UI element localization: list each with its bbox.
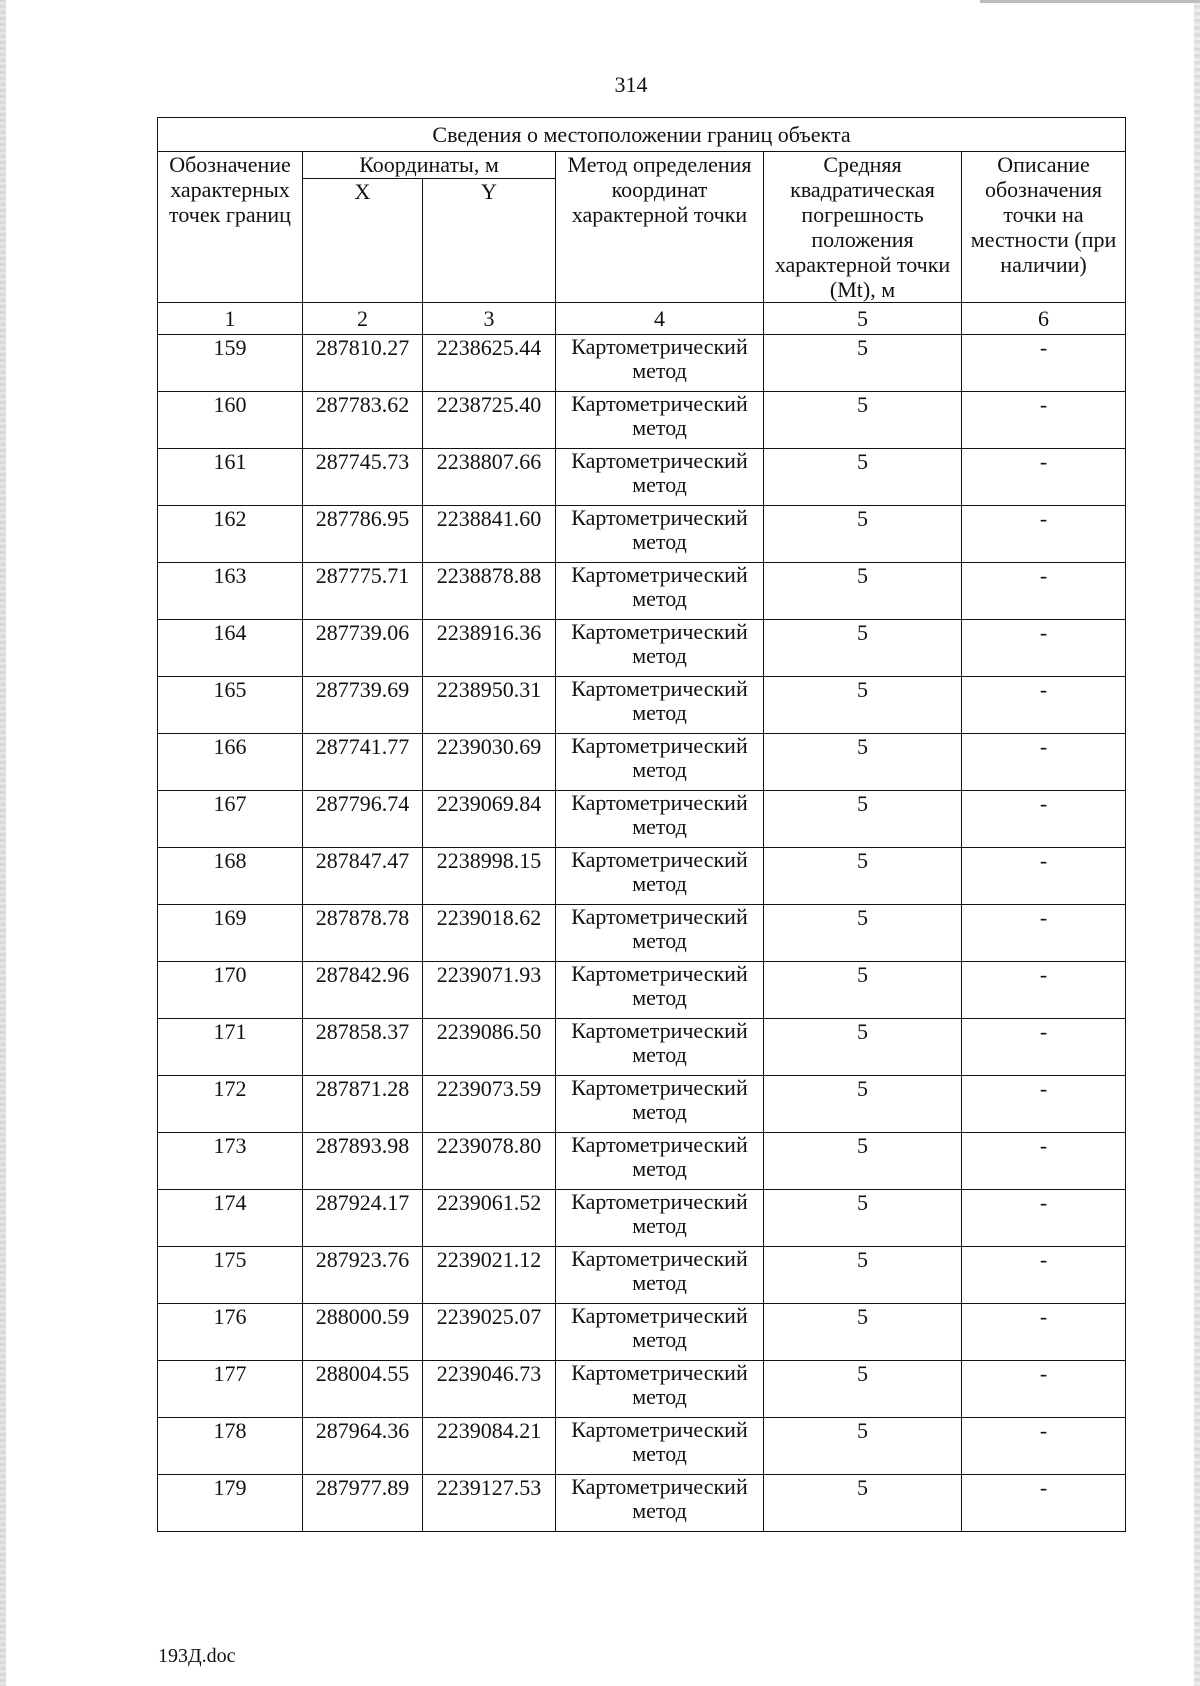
description-cell: - [962,620,1126,677]
y-coordinate-cell: 2238916.36 [423,620,556,677]
x-coordinate-cell: 288004.55 [303,1361,423,1418]
y-coordinate-cell: 2239061.52 [423,1190,556,1247]
y-coordinate-cell: 2238807.66 [423,449,556,506]
point-cell: 175 [158,1247,303,1304]
table-row [158,335,1126,392]
y-coordinate-cell: 2239021.12 [423,1247,556,1304]
table-row [158,506,1126,563]
method-cell: Картометрический метод [556,1304,764,1361]
description-cell: - [962,335,1126,392]
header-error: Средняя квадратическая погрешность положения характерной точки (Mt), м [764,152,962,303]
column-number: 6 [962,303,1126,335]
x-coordinate-cell: 287977.89 [303,1475,423,1532]
description-cell: - [962,563,1126,620]
x-coordinate-cell: 287878.78 [303,905,423,962]
error-cell: 5 [764,1190,962,1247]
y-coordinate-cell: 2239073.59 [423,1076,556,1133]
error-cell: 5 [764,1133,962,1190]
description-cell: - [962,1190,1126,1247]
error-cell: 5 [764,677,962,734]
point-cell: 179 [158,1475,303,1532]
x-coordinate-cell: 287893.98 [303,1133,423,1190]
y-coordinate-cell: 2238725.40 [423,392,556,449]
description-cell: - [962,449,1126,506]
table-row [158,905,1126,962]
method-cell: Картометрический метод [556,677,764,734]
x-coordinate-cell: 287783.62 [303,392,423,449]
table-row [158,677,1126,734]
error-cell: 5 [764,734,962,791]
table-row [158,1133,1126,1190]
description-cell: - [962,1076,1126,1133]
x-coordinate-cell: 287741.77 [303,734,423,791]
column-number: 2 [303,303,423,335]
y-coordinate-cell: 2238841.60 [423,506,556,563]
description-cell: - [962,905,1126,962]
point-cell: 174 [158,1190,303,1247]
error-cell: 5 [764,791,962,848]
y-coordinate-cell: 2239127.53 [423,1475,556,1532]
x-coordinate-cell: 287964.36 [303,1418,423,1475]
point-cell: 169 [158,905,303,962]
description-cell: - [962,848,1126,905]
x-coordinate-cell: 287786.95 [303,506,423,563]
header-y: Y [423,178,556,302]
x-coordinate-cell: 287745.73 [303,449,423,506]
column-number: 5 [764,303,962,335]
method-cell: Картометрический метод [556,1418,764,1475]
y-coordinate-cell: 2239084.21 [423,1418,556,1475]
boundary-coordinates-table [157,117,1126,1532]
point-cell: 168 [158,848,303,905]
y-coordinate-cell: 2238625.44 [423,335,556,392]
table-row [158,962,1126,1019]
error-cell: 5 [764,506,962,563]
table-row [158,392,1126,449]
error-cell: 5 [764,392,962,449]
x-coordinate-cell: 287847.47 [303,848,423,905]
point-cell: 163 [158,563,303,620]
method-cell: Картометрический метод [556,1247,764,1304]
error-cell: 5 [764,620,962,677]
x-coordinate-cell: 287842.96 [303,962,423,1019]
method-cell: Картометрический метод [556,1133,764,1190]
point-cell: 162 [158,506,303,563]
y-coordinate-cell: 2239071.93 [423,962,556,1019]
error-cell: 5 [764,1475,962,1532]
point-cell: 165 [158,677,303,734]
point-cell: 161 [158,449,303,506]
method-cell: Картометрический метод [556,962,764,1019]
error-cell: 5 [764,1361,962,1418]
point-cell: 171 [158,1019,303,1076]
table-row [158,1475,1126,1532]
point-cell: 176 [158,1304,303,1361]
description-cell: - [962,1304,1126,1361]
y-coordinate-cell: 2238998.15 [423,848,556,905]
header-x: X [303,178,423,302]
header-description: Описание обозначения точки на местности (при наличии) [962,152,1126,303]
point-cell: 164 [158,620,303,677]
point-cell: 160 [158,392,303,449]
point-cell: 170 [158,962,303,1019]
x-coordinate-cell: 287739.69 [303,677,423,734]
error-cell: 5 [764,1304,962,1361]
method-cell: Картометрический метод [556,335,764,392]
boundary-table-container [157,117,1125,1532]
x-coordinate-cell: 287796.74 [303,791,423,848]
point-cell: 159 [158,335,303,392]
error-cell: 5 [764,335,962,392]
description-cell: - [962,677,1126,734]
method-cell: Картометрический метод [556,791,764,848]
table-row [158,449,1126,506]
description-cell: - [962,791,1126,848]
y-coordinate-cell: 2239078.80 [423,1133,556,1190]
y-coordinate-cell: 2238950.31 [423,677,556,734]
y-coordinate-cell: 2239025.07 [423,1304,556,1361]
page-number: 314 [614,72,648,97]
description-cell: - [962,506,1126,563]
column-number: 4 [556,303,764,335]
y-coordinate-cell: 2239030.69 [423,734,556,791]
y-coordinate-cell: 2239018.62 [423,905,556,962]
method-cell: Картометрический метод [556,392,764,449]
description-cell: - [962,1019,1126,1076]
table-caption: Сведения о местоположении границ объекта [158,118,1126,152]
table-row [158,620,1126,677]
x-coordinate-cell: 287775.71 [303,563,423,620]
table-row [158,848,1126,905]
table-row [158,1247,1126,1304]
point-cell: 172 [158,1076,303,1133]
column-number: 3 [423,303,556,335]
table-row [158,1361,1126,1418]
y-coordinate-cell: 2239046.73 [423,1361,556,1418]
x-coordinate-cell: 287810.27 [303,335,423,392]
x-coordinate-cell: 287739.06 [303,620,423,677]
method-cell: Картометрический метод [556,905,764,962]
table-body [158,335,1126,1532]
table-row [158,1304,1126,1361]
method-cell: Картометрический метод [556,563,764,620]
error-cell: 5 [764,1418,962,1475]
description-cell: - [962,1361,1126,1418]
description-cell: - [962,1418,1126,1475]
method-cell: Картометрический метод [556,1361,764,1418]
method-cell: Картометрический метод [556,449,764,506]
header-designation: Обозначение характерных точек границ [158,152,303,303]
table-row [158,734,1126,791]
method-cell: Картометрический метод [556,1019,764,1076]
description-cell: - [962,734,1126,791]
y-coordinate-cell: 2239086.50 [423,1019,556,1076]
error-cell: 5 [764,848,962,905]
footer-filename: 193Д.doc [158,1645,236,1667]
scan-edge-left [0,0,6,1686]
table-row [158,563,1126,620]
x-coordinate-cell: 287858.37 [303,1019,423,1076]
description-cell: - [962,1475,1126,1532]
method-cell: Картометрический метод [556,1475,764,1532]
y-coordinate-cell: 2239069.84 [423,791,556,848]
header-coordinates: Координаты, м [303,152,556,179]
error-cell: 5 [764,1076,962,1133]
scan-edge-top [980,0,1200,3]
header-method: Метод определения координат характерной точки [556,152,764,303]
description-cell: - [962,1247,1126,1304]
method-cell: Картометрический метод [556,1076,764,1133]
method-cell: Картометрический метод [556,734,764,791]
scan-edge-right [1194,0,1200,1686]
error-cell: 5 [764,449,962,506]
column-number-row [158,303,1126,335]
method-cell: Картометрический метод [556,506,764,563]
method-cell: Картометрический метод [556,1190,764,1247]
x-coordinate-cell: 287924.17 [303,1190,423,1247]
error-cell: 5 [764,1019,962,1076]
table-row [158,1190,1126,1247]
description-cell: - [962,392,1126,449]
description-cell: - [962,962,1126,1019]
table-row [158,791,1126,848]
description-cell: - [962,1133,1126,1190]
error-cell: 5 [764,962,962,1019]
x-coordinate-cell: 288000.59 [303,1304,423,1361]
point-cell: 167 [158,791,303,848]
table-row [158,1076,1126,1133]
method-cell: Картометрический метод [556,620,764,677]
table-row [158,1019,1126,1076]
point-cell: 178 [158,1418,303,1475]
error-cell: 5 [764,563,962,620]
point-cell: 177 [158,1361,303,1418]
table-row [158,1418,1126,1475]
point-cell: 166 [158,734,303,791]
x-coordinate-cell: 287923.76 [303,1247,423,1304]
error-cell: 5 [764,1247,962,1304]
point-cell: 173 [158,1133,303,1190]
column-number: 1 [158,303,303,335]
y-coordinate-cell: 2238878.88 [423,563,556,620]
method-cell: Картометрический метод [556,848,764,905]
x-coordinate-cell: 287871.28 [303,1076,423,1133]
error-cell: 5 [764,905,962,962]
